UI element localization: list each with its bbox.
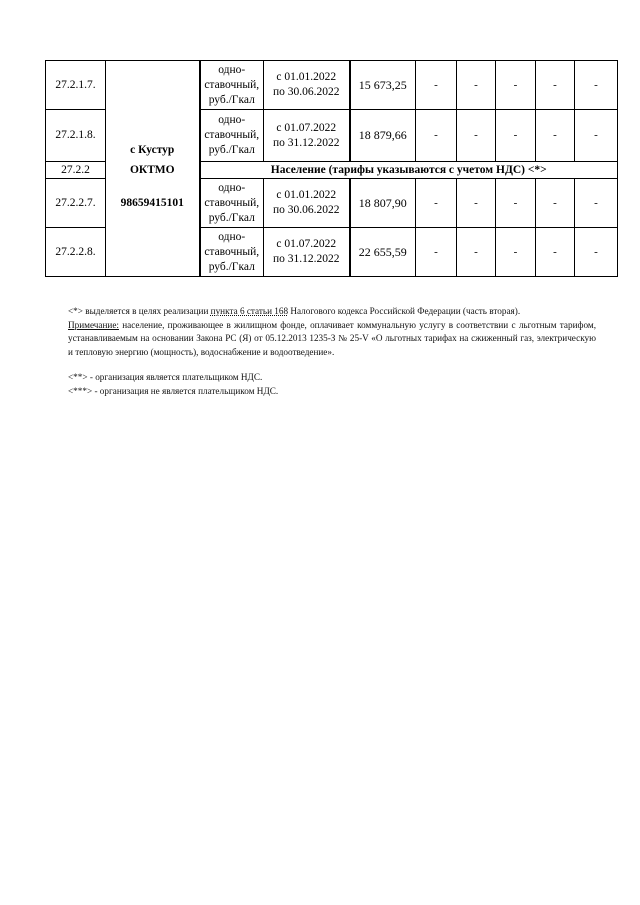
dash-cell: -	[575, 61, 618, 110]
dash-cell: -	[496, 228, 536, 277]
price-cell: 15 673,25	[350, 61, 416, 110]
footnote-text: Налогового кодекса Российской Федерации (часть вторая).	[288, 306, 521, 316]
rate-type-line: ставочный,	[204, 129, 260, 141]
remark	[68, 319, 596, 360]
rate-type-cell	[200, 110, 264, 162]
rate-type-line: одно-	[218, 63, 246, 76]
dash-cell: -	[457, 61, 496, 110]
dash-cell: -	[496, 179, 536, 228]
period-end: по 30.06.2022	[272, 204, 340, 216]
period-cell	[264, 110, 350, 162]
row-code: 27.2.2.7.	[46, 179, 106, 228]
footnote-vat	[68, 305, 596, 319]
rate-type-line: руб./Гкал	[208, 211, 255, 224]
rate-type-line: руб./Гкал	[208, 260, 255, 273]
locality-cell-top	[106, 61, 200, 110]
row-code: 27.2.2.8.	[46, 228, 106, 277]
period-start: с 01.01.2022	[276, 71, 337, 83]
period-cell	[264, 179, 350, 228]
footnotes	[68, 305, 596, 398]
locality-name: с Кустур	[106, 110, 200, 162]
rate-type-line: одно-	[218, 114, 246, 126]
rate-type-line: ставочный,	[204, 196, 260, 209]
rate-type-line: ставочный,	[204, 78, 260, 91]
tariff-table	[45, 60, 618, 277]
table-row	[46, 61, 618, 110]
rate-type-line: руб./Гкал	[208, 93, 255, 106]
dash-cell: -	[457, 179, 496, 228]
dash-cell: -	[496, 61, 536, 110]
table-row	[46, 179, 618, 228]
remark-text: население, проживающее в жилищном фонде, оплачивает коммунальную услугу в соответствии с льготным тарифом, устанавливаемым на основании Закона РС (Я) от 05.12.2013 1235-З № 25-V «О льготных тарифах на сжиженный газ, электрическую и тепловую энергию (мощность), водоснабжение и водоотведение».	[68, 319, 596, 357]
rate-type-cell	[200, 179, 264, 228]
section-code: 27.2.2	[46, 162, 106, 179]
section-row	[46, 162, 618, 179]
period-cell	[264, 61, 350, 110]
dash-cell: -	[536, 228, 575, 277]
dash-cell: -	[416, 61, 457, 110]
dash-cell: -	[416, 110, 457, 162]
row-code: 27.2.1.8.	[46, 110, 106, 162]
oktmo-label: ОКТМО	[106, 162, 200, 179]
period-start: с 01.07.2022	[276, 238, 337, 250]
footnote-text: <*> выделяется в целях реализации	[68, 306, 211, 316]
row-code: 27.2.1.7.	[46, 61, 106, 110]
spacer	[68, 359, 596, 371]
period-end: по 30.06.2022	[272, 86, 340, 98]
dash-cell: -	[457, 228, 496, 277]
period-end: по 31.12.2022	[272, 253, 340, 265]
table-row	[46, 110, 618, 162]
table-row	[46, 228, 618, 277]
price-cell: 18 807,90	[350, 179, 416, 228]
rate-type-line: одно-	[218, 181, 246, 194]
oktmo-code: 98659415101	[106, 179, 200, 228]
vat-payer-note: <**> - организация является плательщиком НДС.	[68, 372, 263, 382]
dash-cell: -	[536, 179, 575, 228]
vat-nonpayer-note: <***> - организация не является плательщиком НДС.	[68, 385, 279, 396]
period-start: с 01.07.2022	[276, 121, 337, 134]
rate-type-line: одно-	[218, 230, 246, 243]
rate-type-cell	[200, 228, 264, 277]
price-cell: 18 879,66	[350, 110, 416, 162]
rate-type-line: ставочный,	[204, 245, 260, 258]
remark-label: Примечание:	[68, 319, 119, 330]
dash-cell: -	[536, 61, 575, 110]
dash-cell: -	[575, 228, 618, 277]
dash-cell: -	[536, 110, 575, 162]
tax-code-link[interactable]: пункта 6 статьи 168	[210, 306, 289, 316]
period-cell	[264, 228, 350, 277]
dash-cell: -	[416, 228, 457, 277]
rate-type-line: руб./Гкал	[208, 144, 255, 156]
period-end: по 31.12.2022	[272, 136, 340, 149]
dash-cell: -	[496, 110, 536, 162]
rate-type-cell	[200, 61, 264, 110]
dash-cell: -	[457, 110, 496, 162]
dash-cell: -	[575, 110, 618, 162]
locality-cell-bottom	[106, 228, 200, 277]
dash-cell: -	[416, 179, 457, 228]
period-start: с 01.01.2022	[276, 189, 337, 201]
dash-cell: -	[575, 179, 618, 228]
section-title: Население (тарифы указываются с учетом НДС) <*>	[200, 162, 618, 179]
price-cell: 22 655,59	[350, 228, 416, 277]
